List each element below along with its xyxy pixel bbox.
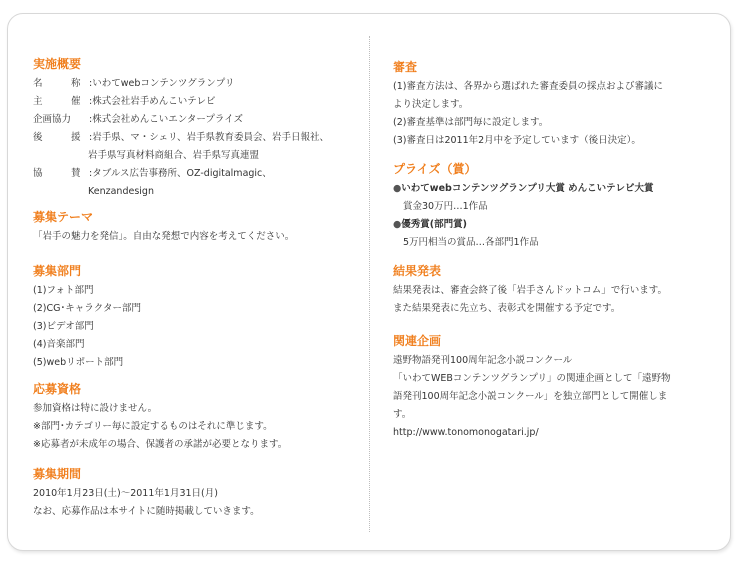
period-note: なお、応募作品は本サイトに随時掲載していきます。 <box>33 506 260 517</box>
overview-value: 株式会社めんこいエンタープライズ <box>92 114 243 125</box>
overview-sponsor-continuation: Kenzandesign <box>88 186 154 197</box>
prize-name: 優秀賞(部門賞) <box>401 219 467 230</box>
overview-key: 後 援 <box>33 132 81 143</box>
overview-support-continuation: 岩手県写真材料商組合、岩手県写真連盟 <box>88 150 260 161</box>
overview-value: いわてwebコンテンツグランプリ <box>92 78 235 89</box>
prizes-heading: プライズ（賞） <box>393 162 477 176</box>
overview-value: タブルス広告事務所、OZ-digitalmagic、 <box>92 168 272 179</box>
category-item: (1)フォト部門 <box>33 285 94 296</box>
overview-row-host: 主 催 : 株式会社岩手めんこいテレビ <box>33 93 353 111</box>
judging-line: (1)審査方法は、各界から選ばれた審査委員の採点および審議に <box>393 81 663 92</box>
eligibility-line: ※部門･カテゴリー毎に設定するものはそれに準じます。 <box>33 421 273 432</box>
results-section <box>393 263 703 318</box>
period-section <box>33 466 353 521</box>
related-url: http://www.tonomonogatari.jp/ <box>393 427 539 438</box>
category-item: (5)webリポート部門 <box>33 357 124 368</box>
eligibility-heading: 応募資格 <box>33 382 82 396</box>
theme-heading: 募集テーマ <box>33 210 94 224</box>
results-line: 結果発表は、審査会終了後「岩手さんドットコム」で行います。 <box>393 285 667 296</box>
overview-key: 協 賛 <box>33 168 81 179</box>
related-section <box>393 333 703 442</box>
prizes-section <box>393 161 703 252</box>
overview-key: 企画協力 <box>33 114 72 125</box>
overview-row-sponsor: 協 賛 : タブルス広告事務所、OZ-digitalmagic、 <box>33 165 353 183</box>
results-line: また結果発表に先立ち、表彰式を開催する予定です。 <box>393 303 621 314</box>
prize-detail: 5万円相当の賞品…各部門1作品 <box>403 237 539 248</box>
judging-line: (2)審査基準は部門毎に設定します。 <box>393 117 549 128</box>
theme-section <box>33 209 353 246</box>
eligibility-section <box>33 381 353 454</box>
results-heading: 結果発表 <box>393 264 442 278</box>
category-item: (3)ビデオ部門 <box>33 321 94 332</box>
overview-value: 岩手県、マ・シェリ、岩手県教育委員会、岩手日報社、 <box>92 132 330 143</box>
category-item: (4)音楽部門 <box>33 339 85 350</box>
category-item: (2)CG･キャラクター部門 <box>33 303 142 314</box>
prize-item <box>393 180 703 198</box>
overview-value: 株式会社岩手めんこいテレビ <box>92 96 216 107</box>
judging-line: (3)審査日は2011年2月中を予定しています（後日決定）。 <box>393 135 641 146</box>
prize-name: いわてwebコンテンツグランプリ大賞 めんこいテレビ大賞 <box>401 183 654 194</box>
related-heading: 関連企画 <box>393 334 442 348</box>
related-line: す。 <box>393 409 412 420</box>
related-line: 遠野物語発刊100周年記念小説コンクール <box>393 355 573 366</box>
prize-detail: 賞金30万円…1作品 <box>403 201 488 212</box>
eligibility-line: 参加資格は特に設けません。 <box>33 403 158 414</box>
overview-row-cooperation: 企画協力 : 株式会社めんこいエンタープライズ <box>33 111 353 129</box>
overview-heading: 実施概要 <box>33 57 82 71</box>
judging-section <box>393 59 703 150</box>
related-line: 語発刊100周年記念小説コンクール」を独立部門として開催しま <box>393 391 668 402</box>
theme-text: 「岩手の魅力を発信」。自由な発想で内容を考えてください。 <box>33 231 295 242</box>
judging-line: より決定します。 <box>393 99 469 110</box>
eligibility-line: ※応募者が未成年の場合、保護者の承諾が必要となります。 <box>33 439 288 450</box>
related-line: 「いわてWEBコンテンツグランプリ」の関連企画として「遠野物 <box>393 373 671 384</box>
overview-row-name: 名 称 : いわてwebコンテンツグランプリ <box>33 75 353 93</box>
overview-section <box>33 56 353 201</box>
prize-item <box>393 216 703 234</box>
bullet-icon: ● <box>393 219 402 230</box>
column-divider <box>369 36 370 532</box>
categories-heading: 募集部門 <box>33 264 82 278</box>
overview-key: 名 称 <box>33 78 81 89</box>
bullet-icon: ● <box>393 183 402 194</box>
period-dates: 2010年1月23日(土)〜2011年1月31日(月) <box>33 488 218 499</box>
period-heading: 募集期間 <box>33 467 82 481</box>
overview-key: 主 催 <box>33 96 81 107</box>
categories-section <box>33 263 353 372</box>
judging-heading: 審査 <box>393 60 418 74</box>
overview-row-support: 後 援 : 岩手県、マ・シェリ、岩手県教育委員会、岩手日報社、 <box>33 129 353 147</box>
